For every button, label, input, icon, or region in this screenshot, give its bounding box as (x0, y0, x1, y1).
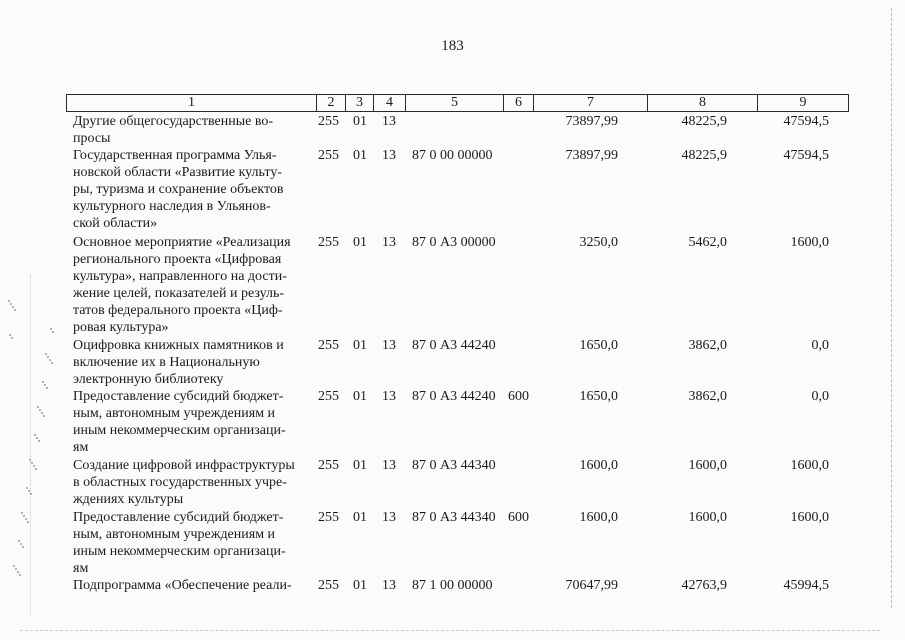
bottom-margin-line (20, 630, 880, 631)
scan-speck (13, 565, 15, 567)
target-article: 87 0 А3 44340 (412, 458, 496, 473)
amount-col8: 3862,0 (688, 338, 727, 353)
ministry-code: 255 (318, 458, 339, 473)
scan-speck (44, 384, 46, 386)
scan-speck (20, 543, 22, 545)
row-name-line: Создание цифровой инфраструктуры (73, 458, 295, 473)
row-name (73, 337, 307, 388)
row-name-line: Другие общегосударственные во- (73, 114, 274, 129)
amount-col7: 70647,99 (565, 578, 618, 593)
scan-speck (27, 521, 29, 523)
right-margin-line (891, 8, 892, 608)
row-name-line: Основное мероприятие «Реализация (73, 235, 291, 250)
ministry-code: 255 (318, 148, 339, 163)
column-header-8: 8 (647, 95, 757, 111)
row-name-line: культурного наследия в Ульянов- (73, 199, 271, 214)
row-name-line: ям (73, 561, 89, 576)
page-number: 183 (441, 38, 464, 54)
scan-speck (46, 387, 48, 389)
amount-col7: 1650,0 (579, 389, 618, 404)
amount-col7: 1600,0 (579, 510, 618, 525)
row-name-line: ской области» (73, 216, 158, 231)
subsection-code: 13 (382, 510, 396, 525)
expense-type: 600 (508, 389, 529, 404)
scan-speck (52, 331, 54, 333)
section-code: 01 (353, 510, 367, 525)
row-name-line: электронную библиотеку (73, 372, 224, 387)
scan-speck (39, 409, 41, 411)
amount-col7: 73897,99 (565, 114, 618, 129)
amount-col8: 5462,0 (688, 235, 727, 250)
row-name-line: татов федерального проекта «Циф- (73, 303, 283, 318)
scan-speck (12, 306, 14, 308)
scan-speck (21, 512, 23, 514)
row-name-line: включение их в Национальную (73, 355, 260, 370)
amount-col9: 1600,0 (790, 235, 829, 250)
row-name-line: иным некоммерческим организаци- (73, 544, 286, 559)
row-name-line: ным, автономным учреждениям и (73, 406, 276, 421)
scan-noise (8, 300, 58, 600)
scan-speck (23, 515, 25, 517)
scan-speck (15, 568, 17, 570)
ministry-code: 255 (318, 235, 339, 250)
ministry-code: 255 (318, 578, 339, 593)
amount-col9: 1600,0 (790, 510, 829, 525)
section-code: 01 (353, 235, 367, 250)
amount-col9: 47594,5 (783, 148, 829, 163)
section-code: 01 (353, 148, 367, 163)
row-name-line: просы (73, 131, 111, 146)
scan-speck (30, 493, 32, 495)
row-name-line: ровая культура» (73, 320, 169, 335)
column-header-5: 5 (405, 95, 503, 111)
row-name-line: Предоставление субсидий бюджет- (73, 510, 284, 525)
column-header-4: 4 (373, 95, 405, 111)
scan-speck (37, 406, 39, 408)
scan-speck (31, 462, 33, 464)
row-name (73, 234, 307, 336)
row-name (73, 147, 307, 232)
scan-speck (51, 362, 53, 364)
amount-col8: 3862,0 (688, 389, 727, 404)
scan-speck (8, 300, 10, 302)
scan-speck (28, 490, 30, 492)
subsection-code: 13 (382, 578, 396, 593)
row-name-line: Государственная программа Улья- (73, 148, 277, 163)
scan-speck (19, 574, 21, 576)
scan-speck (35, 468, 37, 470)
row-name (73, 457, 307, 508)
scan-speck (38, 440, 40, 442)
scan-speck (17, 571, 19, 573)
section-code: 01 (353, 458, 367, 473)
scan-speck (43, 415, 45, 417)
target-article: 87 0 А3 44240 (412, 389, 496, 404)
column-header-6: 6 (503, 95, 533, 111)
amount-col9: 0,0 (811, 338, 829, 353)
scan-speck (26, 487, 28, 489)
amount-col8: 42763,9 (681, 578, 727, 593)
amount-col7: 1600,0 (579, 458, 618, 473)
section-code: 01 (353, 389, 367, 404)
column-header-7: 7 (533, 95, 647, 111)
row-name-line: ным, автономным учреждениям и (73, 527, 276, 542)
scan-speck (22, 546, 24, 548)
amount-col7: 1650,0 (579, 338, 618, 353)
target-article: 87 0 А3 00000 (412, 235, 496, 250)
amount-col9: 0,0 (811, 389, 829, 404)
subsection-code: 13 (382, 389, 396, 404)
amount-col8: 1600,0 (688, 510, 727, 525)
amount-col8: 48225,9 (681, 114, 727, 129)
scan-speck (41, 412, 43, 414)
amount-col9: 47594,5 (783, 114, 829, 129)
amount-col9: 1600,0 (790, 458, 829, 473)
scan-speck (25, 518, 27, 520)
row-name-line: культура», направленного на дости- (73, 269, 287, 284)
subsection-code: 13 (382, 148, 396, 163)
column-header-3: 3 (345, 95, 373, 111)
row-name-line: ям (73, 440, 89, 455)
scan-speck (49, 359, 51, 361)
row-name (73, 577, 307, 594)
scan-speck (10, 303, 12, 305)
section-code: 01 (353, 114, 367, 129)
target-article: 87 1 00 00000 (412, 578, 493, 593)
row-name-line: новской области «Развитие культу- (73, 165, 282, 180)
amount-col9: 45994,5 (783, 578, 829, 593)
target-article: 87 0 А3 44340 (412, 510, 496, 525)
column-header-2: 2 (316, 95, 345, 111)
scan-speck (50, 328, 52, 330)
row-name (73, 113, 307, 147)
target-article: 87 0 А3 44240 (412, 338, 496, 353)
row-name-line: ры, туризма и сохранение объектов (73, 182, 284, 197)
row-name-line: в областных государственных учре- (73, 475, 287, 490)
scan-speck (18, 540, 20, 542)
scan-speck (42, 381, 44, 383)
ministry-code: 255 (318, 389, 339, 404)
subsection-code: 13 (382, 235, 396, 250)
scan-speck (33, 465, 35, 467)
expense-type: 600 (508, 510, 529, 525)
subsection-code: 13 (382, 114, 396, 129)
scan-speck (29, 459, 31, 461)
row-name-line: Подпрограмма «Обеспечение реали- (73, 578, 292, 593)
scan-speck (36, 437, 38, 439)
amount-col8: 1600,0 (688, 458, 727, 473)
scan-speck (11, 337, 13, 339)
scan-speck (34, 434, 36, 436)
row-name (73, 509, 307, 577)
ministry-code: 255 (318, 510, 339, 525)
scan-speck (14, 309, 16, 311)
row-name-line: регионального проекта «Цифровая (73, 252, 282, 267)
row-name-line: Предоставление субсидий бюджет- (73, 389, 284, 404)
section-code: 01 (353, 578, 367, 593)
scan-speck (47, 356, 49, 358)
subsection-code: 13 (382, 458, 396, 473)
amount-col8: 48225,9 (681, 148, 727, 163)
row-name-line: жение целей, показателей и резуль- (73, 286, 285, 301)
table-header (66, 94, 849, 112)
amount-col7: 73897,99 (565, 148, 618, 163)
row-name-line: иным некоммерческим организаци- (73, 423, 286, 438)
column-header-9: 9 (757, 95, 848, 111)
row-name-line: ждениях культуры (73, 492, 184, 507)
column-header-1: 1 (188, 95, 195, 110)
ministry-code: 255 (318, 114, 339, 129)
subsection-code: 13 (382, 338, 396, 353)
row-name (73, 388, 307, 456)
ministry-code: 255 (318, 338, 339, 353)
amount-col7: 3250,0 (579, 235, 618, 250)
section-code: 01 (353, 338, 367, 353)
scan-speck (45, 353, 47, 355)
row-name-line: Оцифровка книжных памятников и (73, 338, 284, 353)
scan-speck (9, 334, 11, 336)
target-article: 87 0 00 00000 (412, 148, 493, 163)
